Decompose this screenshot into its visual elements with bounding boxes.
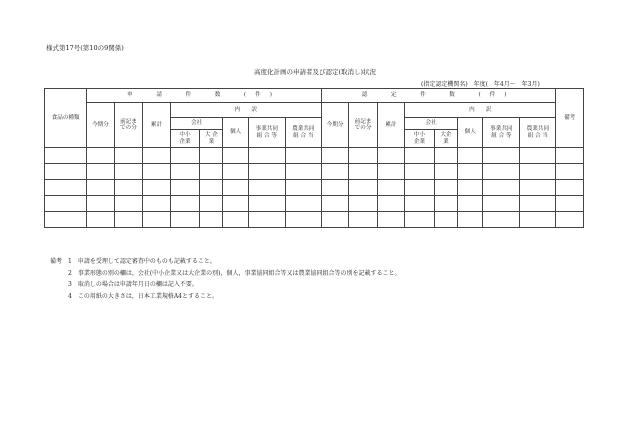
cert-breakdown-header: 内 訳 [405, 103, 556, 118]
app-large-header: 大 企 業 [200, 130, 223, 148]
notes-label: 備考 [50, 258, 63, 265]
notes [50, 256, 401, 302]
cert-individual-header: 個人 [458, 118, 483, 148]
table-row [45, 148, 584, 164]
food-type-header: 食品の種類 [45, 89, 87, 148]
status-table [44, 88, 584, 228]
cert-current-period-header: 今期分 [321, 103, 348, 148]
authority-line [421, 79, 544, 88]
note-text: 事業形態の別の欄は，会社(中小企業又は大企業の別)，個人，事業協同組合等又は農業協同組合等の別を記載すること。 [77, 269, 401, 277]
note-number: 1 [68, 258, 72, 265]
note-text: 申請を受理して認定審査中のものも記載すること。 [77, 258, 216, 265]
note-number: 2 [68, 269, 72, 277]
table-row [45, 180, 584, 196]
app-sme-header: 中小 企業 [170, 130, 200, 148]
fiscal-year-label: 年度( [473, 81, 488, 88]
cert-agri-coop-header: 農業共同 組 合 当 [520, 118, 556, 148]
note-text: 取消しの場合は申請年月日の欄は記入不要。 [77, 281, 198, 288]
table-row [45, 196, 584, 212]
note-item [50, 268, 401, 280]
cert-large-header: 大企 業 [434, 130, 457, 148]
note-item [50, 291, 401, 303]
cert-sme-header: 中小 企業 [405, 130, 435, 148]
app-individual-header: 個人 [223, 118, 248, 148]
note-item [50, 279, 401, 291]
cert-cumulative-header: 累計 [377, 103, 404, 148]
note-text: この用紙の大きさは，日本工業規格A4とすること。 [77, 292, 218, 300]
app-company-header: 会社 [170, 118, 223, 130]
note-item [50, 256, 401, 268]
app-current-period-header: 今期分 [87, 103, 114, 148]
period-from: 年4月～ [493, 81, 516, 88]
period-to: 年3月) [521, 81, 540, 88]
cert-prior-header: 前記ま での分 [349, 103, 378, 148]
cert-company-header: 会社 [405, 118, 458, 130]
application-count-header: 申 請 件 数 (件) [87, 89, 322, 103]
form-number: 様式第17号(第10の9関係) [46, 44, 124, 52]
authority-name: (指定認定機関名) [421, 81, 468, 88]
app-cumulative-header: 累計 [143, 103, 170, 148]
app-coop-header: 事業共同 組 合 等 [248, 118, 285, 148]
note-number: 3 [68, 281, 72, 288]
table-row [45, 164, 584, 180]
app-agri-coop-header: 農業共同 組 合 当 [285, 118, 321, 148]
note-number: 4 [68, 292, 72, 300]
table-row [45, 212, 584, 228]
page-title: 高度化計画の申請者及び認定(取消し)状況 [253, 68, 377, 76]
certification-count-header: 認 定 件 数 (件) [321, 89, 556, 103]
cert-coop-header: 事業共同 組 合 等 [483, 118, 520, 148]
app-breakdown-header: 内 訳 [170, 103, 321, 118]
remarks-header: 備考 [556, 89, 584, 148]
app-prior-header: 前記ま での分 [114, 103, 143, 148]
